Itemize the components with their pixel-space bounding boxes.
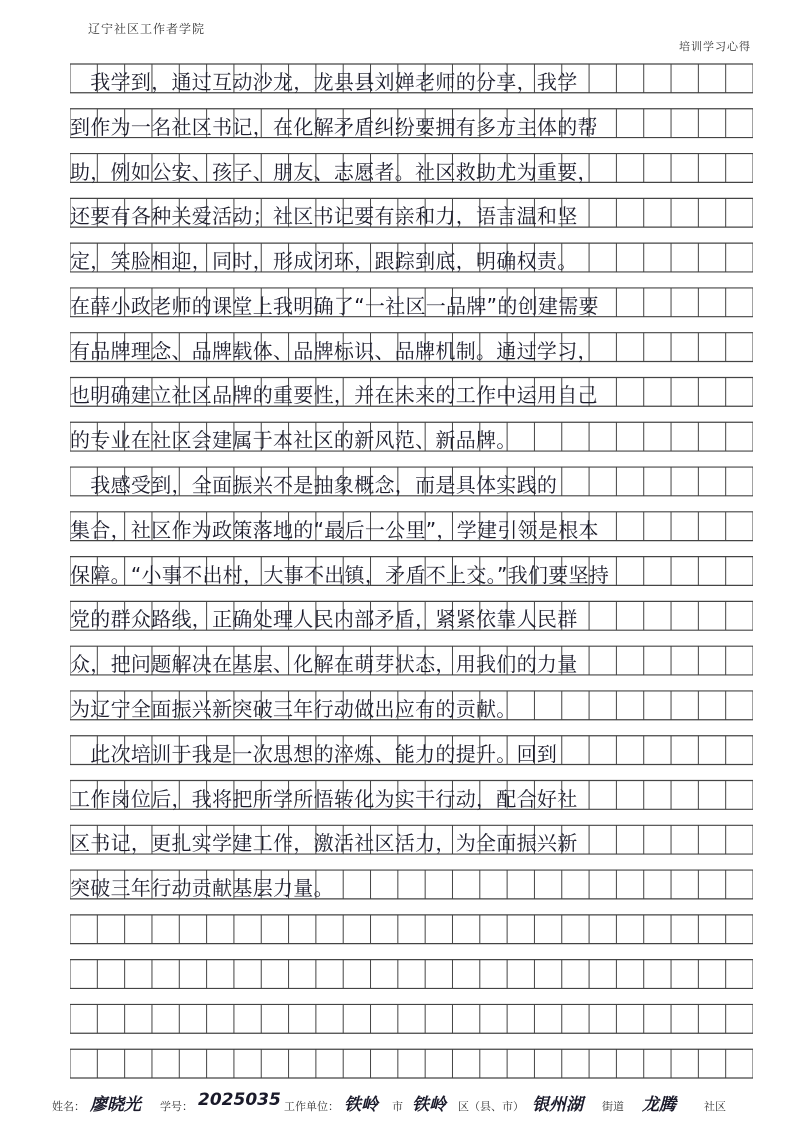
id-value: 2025035 — [198, 1090, 281, 1110]
district-value: 铁岭 — [412, 1095, 446, 1115]
district-suffix: 区（县、市） — [458, 1100, 524, 1113]
street-suffix: 街道 — [602, 1100, 624, 1113]
text-line: 还要有各种关爱活动；社区书记要有亲和力，语言温和坚 — [70, 204, 578, 229]
text-line: 为辽宁全面振兴新突破三年行动做出应有的贡献。 — [70, 696, 517, 721]
text-line: 工作岗位后，我将把所学所悟转化为实干行动，配合好社 — [70, 786, 578, 811]
text-line: 的专业在社区会建属于本社区的新风范、新品牌。 — [70, 428, 517, 453]
text-line: 保障。“小事不出村，大事不出镇，矛盾不上交。”我们要坚持 — [70, 562, 610, 587]
id-label: 学号： — [160, 1100, 193, 1113]
text-line: 在薛小政老师的课堂上我明确了“一社区一品牌”的创建需要 — [70, 293, 599, 318]
text-line: 也明确建立社区品牌的重要性，并在未来的工作中运用自己 — [70, 383, 598, 408]
city-suffix: 市 — [392, 1100, 403, 1113]
text-line: 此次培训于我是一次思想的淬炼、能力的提升。回到 — [70, 741, 558, 766]
text-line: 我感受到，全面振兴不是抽象概念，而是具体实践的 — [70, 473, 558, 498]
institution-name: 辽宁社区工作者学院 — [88, 22, 206, 36]
text-line: 定，笑脸相迎，同时，形成闭环，跟踪到底，明确权责。 — [70, 249, 578, 274]
document-type: 培训学习心得 — [679, 40, 751, 53]
street-value: 银州湖 — [532, 1095, 583, 1115]
text-line: 党的群众路线，正确处理人民内部矛盾，紧紧依靠人民群 — [70, 607, 578, 632]
community-suffix: 社区 — [704, 1100, 726, 1113]
text-line: 助，例如公安、孩子、朋友、志愿者。社区救助尤为重要， — [70, 159, 598, 184]
text-line: 到作为一名社区书记，在化解矛盾纠纷要拥有多方主体的帮 — [70, 114, 598, 139]
community-value: 龙腾 — [642, 1095, 676, 1115]
city-value: 铁岭 — [344, 1095, 378, 1115]
text-line: 突破三年行动贡献基层力量。 — [70, 876, 334, 901]
text-line: 我学到，通过互动沙龙，龙县县刘婵老师的分享，我学 — [70, 70, 578, 94]
text-line: 集合，社区作为政策落地的“最后一公里”，学建引领是根本 — [70, 517, 599, 542]
signature-footer — [52, 1090, 772, 1118]
unit-label: 工作单位： — [284, 1100, 339, 1113]
text-line: 有品牌理念、品牌载体、品牌标识、品牌机制。通过学习， — [70, 338, 598, 363]
text-line: 众，把问题解决在基层、化解在萌芽状态，用我们的力量 — [70, 652, 578, 677]
name-label: 姓名： — [52, 1100, 85, 1113]
name-value: 廖晓光 — [90, 1095, 141, 1115]
text-line: 区书记，更扎实学建工作，激活社区活力，为全面振兴新 — [70, 831, 578, 856]
